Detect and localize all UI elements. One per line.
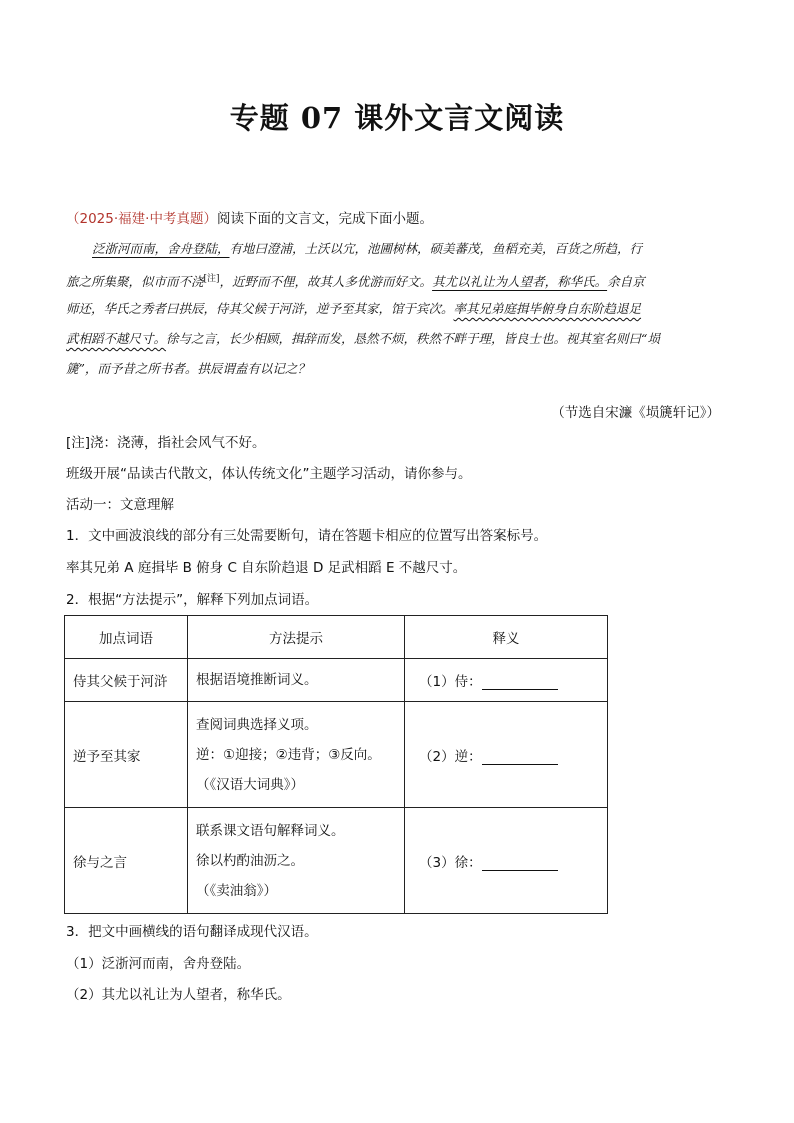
table-header: 方法提示 (188, 616, 405, 659)
instruction-text: 阅读下面的文言文，完成下面小题。 (216, 211, 433, 227)
answer-cell: （2）逆： (405, 702, 608, 808)
passage-line: 武相蹈不越尺寸。徐与之言，长少相顾，揖辞而发，恳然不烦，秩然不畔于理，皆良士也。视其室名则曰“埙 (66, 331, 660, 346)
answer-blank[interactable] (482, 856, 558, 871)
activity-1-heading: 活动一：文意理解 (66, 497, 174, 513)
answer-blank[interactable] (482, 750, 558, 765)
wavy-underlined-text: 率其兄弟庭揖毕俯身自东阶趋退足 (453, 301, 642, 316)
underlined-sentence-1: 泛浙河而南，舍舟登陆， (92, 241, 230, 256)
annotation-marker: [注] (203, 274, 220, 284)
question-2: 2．根据“方法提示”，解释下列加点词语。 (66, 592, 319, 608)
question-3-1: （1）泛浙河而南，舍舟登陆。 (66, 956, 251, 972)
page-title: 专题 07 课外文言文阅读 (229, 101, 565, 135)
word-cell: 徐与之言 (65, 808, 188, 914)
passage-line: 泛浙河而南，舍舟登陆，有地曰澄浦，土沃以宂，池圃树林，硕美蕃茂，鱼稻充美，百货之所趋，行 (92, 241, 643, 256)
hint-cell: 根据语境推断词义。 (188, 659, 405, 702)
passage-line: 篪”，而予昔之所书者。拱辰谓盍有以记之？ (66, 361, 310, 376)
answer-blank[interactable] (482, 675, 558, 690)
vocabulary-table (64, 615, 608, 914)
annotation-note: [注]浇：浇薄，指社会风气不好。 (66, 435, 266, 451)
question-3-2: （2）其尤以礼让为人望者，称华氏。 (66, 987, 291, 1003)
word-cell: 逆予至其家 (65, 702, 188, 808)
passage-line: 师还，华氏之秀者曰拱辰，侍其父候于河浒，逆予至其家，馆于宾次。率其兄弟庭揖毕俯身自东阶趋退足 (66, 301, 642, 316)
question-1: 1．文中画波浪线的部分有三处需要断句，请在答题卡相应的位置写出答案标号。 (66, 528, 548, 544)
question-intro (66, 209, 433, 229)
answer-cell: （3）徐： (405, 808, 608, 914)
table-row (65, 702, 608, 808)
wavy-underlined-text: 武相蹈不越尺寸。 (66, 331, 167, 346)
hint-cell: 联系课文语句解释词义。 徐以杓酌油沥之。 （《卖油翁》） (188, 808, 405, 914)
underlined-sentence-2: 其尤以礼让为人望者，称华氏。 (432, 274, 608, 290)
question-1-text: 率其兄弟 A 庭揖毕 B 俯身 C 自东阶趋退 D 足武相蹈 E 不越尺寸。 (66, 560, 467, 576)
classical-passage (66, 234, 718, 384)
passage-line: 旅之所集聚，似市而不浇[注]，近野而不俚，故其人多优游而好文。其尤以礼让为人望者，称华氏。余自京 (66, 274, 645, 290)
hint-cell: 查阅词典选择义项。 逆：①迎接；②违背；③反向。 （《汉语大词典》） (188, 702, 405, 808)
table-row (65, 659, 608, 702)
table-header: 释义 (405, 616, 608, 659)
table-header-row (65, 616, 608, 659)
answer-cell: （1）侍： (405, 659, 608, 702)
attribution: （节选自宋濂《埙篪轩记》） (551, 405, 720, 421)
activity-intro: 班级开展“品读古代散文，体认传统文化”主题学习活动，请你参与。 (66, 466, 472, 482)
table-header: 加点词语 (65, 616, 188, 659)
table-row (65, 808, 608, 914)
question-3: 3．把文中画横线的语句翻译成现代汉语。 (66, 924, 318, 940)
word-cell: 侍其父候于河浒 (65, 659, 188, 702)
source-tag: （2025·福建·中考真题） (66, 211, 217, 227)
